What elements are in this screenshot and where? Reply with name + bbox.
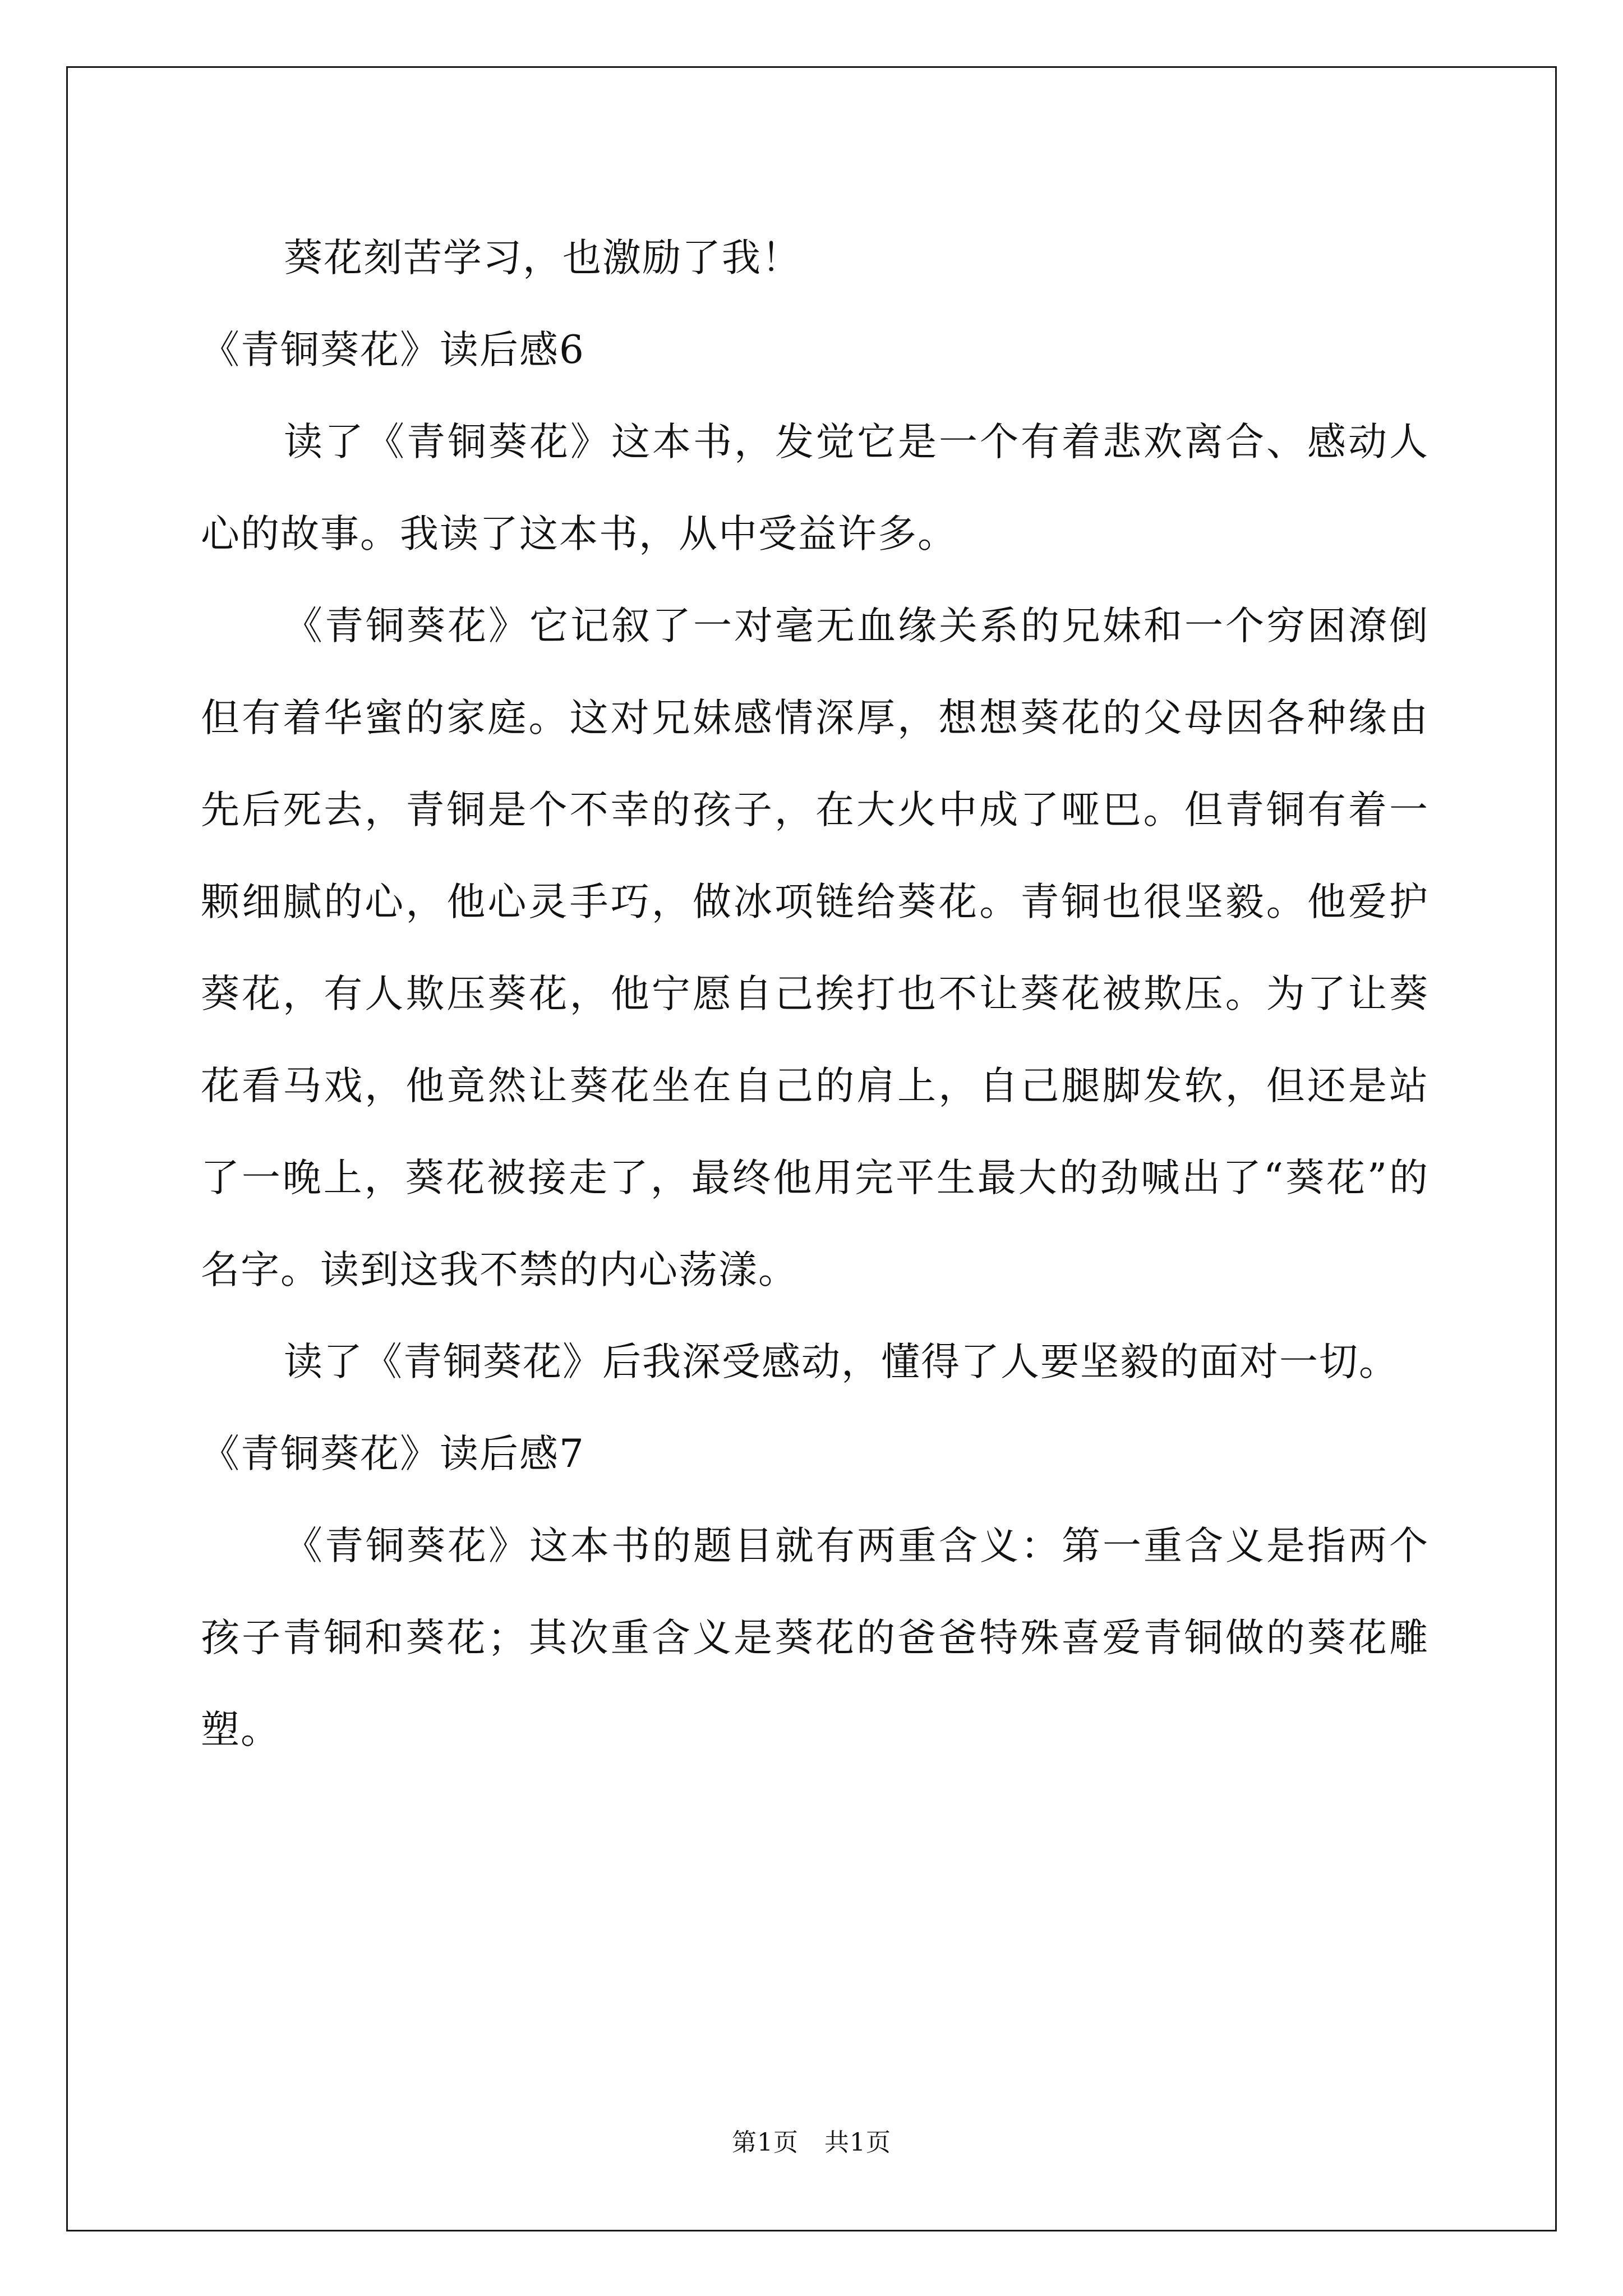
page-footer bbox=[0, 2126, 1623, 2160]
section-heading-6: 《青铜葵花》读后感6 bbox=[201, 328, 585, 372]
paragraph-story-summary: 《青铜葵花》它记叙了一对毫无血缘关系的兄妹和一个穷困潦倒但有着华蜜的家庭。这对兄妹感情深厚，想想葵花的父母因各种缘由先后死去，青铜是个不幸的孩子，在大火中成了哑巴。但青铜有着一颗细腻的心，他心灵手巧，做冰项链给葵花。青铜也很坚毅。他爱护葵花，有人欺压葵花，他宁愿自己挨打也不让葵花被欺压。为了让葵花看马戏，他竟然让葵花坐在自己的肩上，自己腿脚发软，但还是站了一晚上，葵花被接走了，最终他用完平生最大的劲喊出了“葵花”的名字。读到这我不禁的内心荡漾。 bbox=[201, 604, 1429, 1292]
page-number-current: 第1页 bbox=[732, 2128, 799, 2157]
paragraph-intro-7: 《青铜葵花》这本书的题目就有两重含义：第一重含义是指两个孩子青铜和葵花；其次重含义是葵花的爸爸特殊喜爱青铜做的葵花雕塑。 bbox=[201, 1524, 1429, 1752]
paragraph-intro-6: 读了《青铜葵花》这本书，发觉它是一个有着悲欢离合、感动人心的故事。我读了这本书，从中受益许多。 bbox=[201, 420, 1429, 556]
paragraph-conclusion-6: 读了《青铜葵花》后我深受感动，懂得了人要坚毅的面对一切。 bbox=[284, 1340, 1399, 1384]
page-number-total: 共1页 bbox=[824, 2128, 891, 2157]
paragraph-closing-line: 葵花刻苦学习，也激励了我！ bbox=[284, 236, 801, 280]
document-body bbox=[201, 212, 1429, 1776]
section-heading-7: 《青铜葵花》读后感7 bbox=[201, 1432, 585, 1476]
